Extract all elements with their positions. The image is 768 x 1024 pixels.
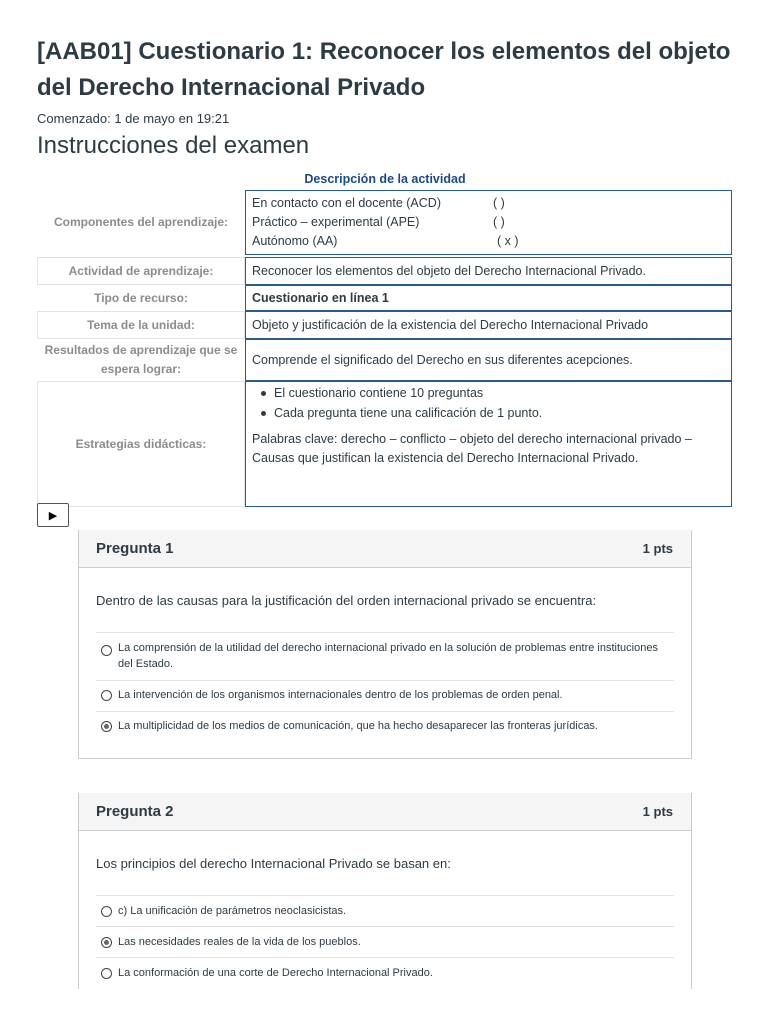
answer-option[interactable] bbox=[96, 711, 674, 742]
play-button[interactable] bbox=[37, 503, 69, 527]
started-timestamp: Comenzado: 1 de mayo en 19:21 bbox=[37, 111, 230, 126]
question-title: Pregunta 2 bbox=[96, 803, 174, 820]
strategy-keywords: Palabras clave: derecho – conflicto – objeto del derecho internacional privado – Causas que justifican la existencia del Derecho Internacional Privado. bbox=[252, 432, 692, 465]
label-strategies: Estrategias didácticas: bbox=[37, 381, 245, 507]
answer-option[interactable] bbox=[96, 632, 674, 680]
row-strategies bbox=[37, 381, 732, 507]
question-title: Pregunta 1 bbox=[96, 540, 174, 557]
value-activity: Reconocer los elementos del objeto del Derecho Internacional Privado. bbox=[245, 257, 732, 285]
answer-option[interactable] bbox=[96, 895, 674, 926]
value-results: Comprende el significado del Derecho en sus diferentes acepciones. bbox=[245, 339, 732, 381]
strategy-bullet: El cuestionario contiene 10 preguntas bbox=[252, 384, 725, 404]
question-header bbox=[79, 793, 691, 831]
question-points: 1 pts bbox=[642, 804, 673, 819]
label-resource: Tipo de recurso: bbox=[94, 290, 188, 305]
description-caption: Descripción de la actividad bbox=[304, 172, 466, 186]
component-acd: En contacto con el docente (ACD) bbox=[252, 196, 441, 210]
question-card-1 bbox=[78, 530, 692, 759]
label-activity: Actividad de aprendizaje: bbox=[37, 257, 245, 285]
radio-button[interactable] bbox=[101, 968, 112, 979]
question-card-2 bbox=[78, 793, 692, 989]
answer-text: Las necesidades reales de la vida de los pueblos. bbox=[118, 936, 361, 948]
resource-value-text: Cuestionario en línea 1 bbox=[252, 290, 389, 305]
question-text: Dentro de las causas para la justificación del orden internacional privado se encuentra: bbox=[96, 593, 597, 608]
radio-button[interactable] bbox=[101, 645, 112, 656]
component-line bbox=[252, 213, 725, 232]
answer-option[interactable] bbox=[96, 957, 674, 988]
radio-button[interactable] bbox=[101, 906, 112, 917]
radio-button-selected[interactable] bbox=[101, 937, 112, 948]
component-ape-mark: ( ) bbox=[493, 215, 505, 229]
answer-text: c) La unificación de parámetros neoclasicistas. bbox=[118, 905, 347, 917]
question-text: Los principios del derecho Internacional Privado se basan en: bbox=[96, 856, 451, 871]
radio-button[interactable] bbox=[101, 690, 112, 701]
answer-text: La conformación de una corte de Derecho Internacional Privado. bbox=[118, 967, 433, 979]
label-topic: Tema de la unidad: bbox=[37, 311, 245, 339]
answer-text: La intervención de los organismos internacionales dentro de los problemas de orden penal. bbox=[118, 689, 563, 701]
component-ape: Práctico – experimental (APE) bbox=[252, 215, 420, 229]
label-components: Componentes del aprendizaje: bbox=[53, 215, 229, 229]
row-results bbox=[37, 339, 732, 381]
strategy-bullet: Cada pregunta tiene una calificación de 1 punto. bbox=[252, 404, 725, 424]
label-results: Resultados de aprendizaje que se espera lograr: bbox=[44, 343, 238, 376]
instructions-heading: Instrucciones del examen bbox=[37, 132, 310, 159]
radio-button-selected[interactable] bbox=[101, 721, 112, 732]
answer-text: La comprensión de la utilidad del derecho internacional privado en la solución de problemas entre instituciones del Estado. bbox=[118, 642, 658, 670]
row-activity bbox=[37, 257, 732, 285]
row-resource bbox=[37, 285, 732, 311]
component-aa: Autónomo (AA) bbox=[252, 234, 338, 248]
component-line bbox=[252, 194, 725, 213]
value-topic: Objeto y justificación de la existencia del Derecho Internacional Privado bbox=[245, 311, 732, 339]
row-components bbox=[37, 190, 732, 255]
answer-text: La multiplicidad de los medios de comunicación, que ha hecho desaparecer las fronteras jurídicas. bbox=[118, 720, 598, 732]
component-line bbox=[252, 232, 725, 251]
component-acd-mark: ( ) bbox=[493, 196, 505, 210]
value-components bbox=[245, 190, 732, 255]
component-aa-mark: ( x ) bbox=[497, 234, 519, 248]
answer-option[interactable] bbox=[96, 926, 674, 957]
answer-option[interactable] bbox=[96, 680, 674, 711]
page-title: [AAB01] Cuestionario 1: Reconocer los elementos del objeto del Derecho Internacional Privado bbox=[37, 38, 731, 101]
play-icon: ▶ bbox=[48, 509, 58, 522]
question-header bbox=[79, 530, 691, 568]
value-strategies bbox=[245, 381, 732, 507]
row-topic bbox=[37, 311, 732, 339]
value-resource bbox=[245, 285, 732, 311]
question-points: 1 pts bbox=[642, 541, 673, 556]
